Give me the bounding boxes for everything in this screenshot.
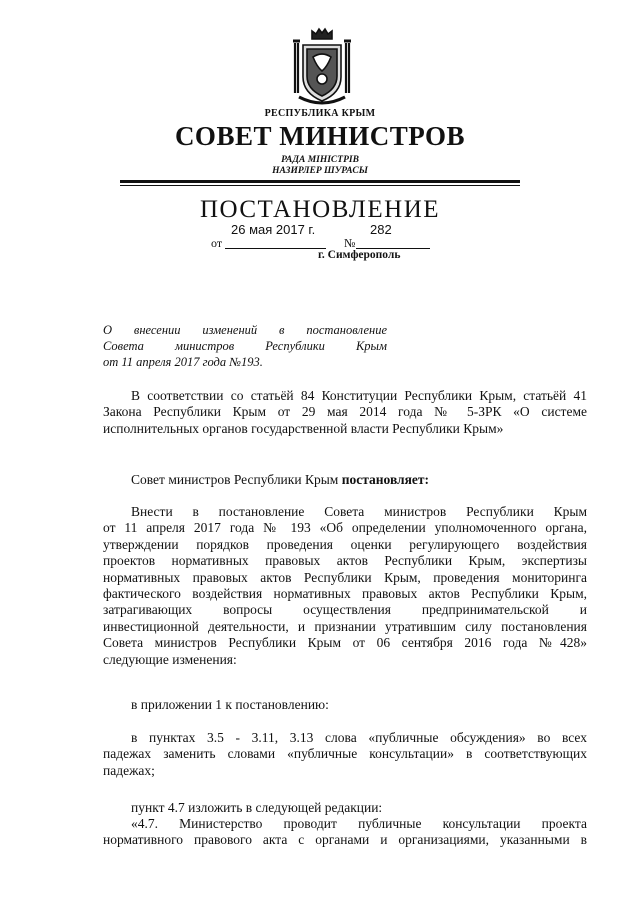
- text-line: инвестиционной деятельности, и признании утратившим силу постановления: [103, 618, 587, 634]
- text-line: нормативных правовых актов Республики Крым, проведения мониторинга: [103, 569, 587, 585]
- city-name: г. Симферополь: [318, 249, 401, 261]
- decree-date: 26 мая 2017 г.: [231, 222, 316, 237]
- text-line: от 11 апреля 2017 года № 193 «Об определении уполномоченного органа,: [103, 520, 587, 536]
- date-underline: [225, 248, 326, 249]
- subject-line: от 11 апреля 2017 года №193.: [103, 355, 263, 369]
- council-name-crimean-tatar: НАЗИРЛЕР ШУРАСЫ: [272, 166, 368, 176]
- text-line: проектов нормативных правовых актов Республики Крым, экспертизы: [103, 553, 587, 569]
- decree-number: 282: [370, 222, 392, 237]
- text-line: исполнительных органов государственной власти Республики Крым»: [103, 420, 504, 436]
- subject-line: Совета министров Республики Крым: [103, 339, 387, 353]
- text-line: Закона Республики Крым от 29 мая 2014 года № 5-ЗРК «О системе: [103, 404, 587, 420]
- decree-subject: [103, 322, 387, 370]
- text-line: В соответствии со статьёй 84 Конституции Республики Крым, статьёй 41: [131, 388, 587, 403]
- text-line: утверждении порядков проведения оценки регулирующего воздействия: [103, 536, 587, 552]
- header-rule-thin: [120, 185, 520, 186]
- point-47-intro: пункт 4.7 изложить в следующей редакции:: [131, 800, 383, 815]
- text-line: падежах;: [103, 762, 155, 778]
- subject-line: О внесении изменений в постановление: [103, 323, 387, 337]
- point-47-paragraph: [103, 816, 587, 849]
- resolves-keyword: постановляет:: [341, 472, 430, 487]
- decree-title: ПОСТАНОВЛЕНИЕ: [199, 196, 441, 223]
- text-line: затрагивающих вопросы осуществления предпринимательской и: [103, 602, 587, 618]
- resolves-line: [131, 472, 587, 488]
- amendment-paragraph: [103, 504, 587, 668]
- council-name: СОВЕТ МИНИСТРОВ: [174, 121, 466, 151]
- header-rule-thick: [120, 180, 520, 183]
- preamble-paragraph: [103, 388, 587, 437]
- text-line: в пунктах 3.5 - 3.11, 3.13 слова «публичные обсуждения» во всех: [131, 730, 587, 745]
- text-line: падежах заменить словами «публичные консультации» в соответствующих: [103, 746, 587, 762]
- appendix-intro: в приложении 1 к постановлению:: [131, 697, 329, 712]
- coat-of-arms-icon: [289, 27, 355, 109]
- text-line: Внести в постановление Совета министров Республики Крым: [131, 504, 587, 519]
- number-label: №: [344, 236, 356, 250]
- republic-name: РЕСПУБЛИКА КРЫМ: [264, 108, 376, 119]
- text-line: Совета министров Республики Крым от 06 сентября 2016 года №428»: [103, 635, 587, 651]
- council-name-ukrainian: РАДА МІНІСТРІВ: [281, 155, 359, 165]
- resolves-text: Совет министров Республики Крым: [131, 472, 342, 487]
- points-paragraph: [103, 730, 587, 779]
- text-line: фактического воздействия нормативных правовых актов Республики Крым,: [103, 586, 587, 602]
- text-line: «4.7. Министерство проводит публичные консультации проекта: [131, 816, 587, 831]
- date-from-label: от: [211, 236, 223, 250]
- text-line: следующие изменения:: [103, 651, 237, 667]
- text-line: нормативного правового акта с органами и организациями, указанными в: [103, 832, 587, 848]
